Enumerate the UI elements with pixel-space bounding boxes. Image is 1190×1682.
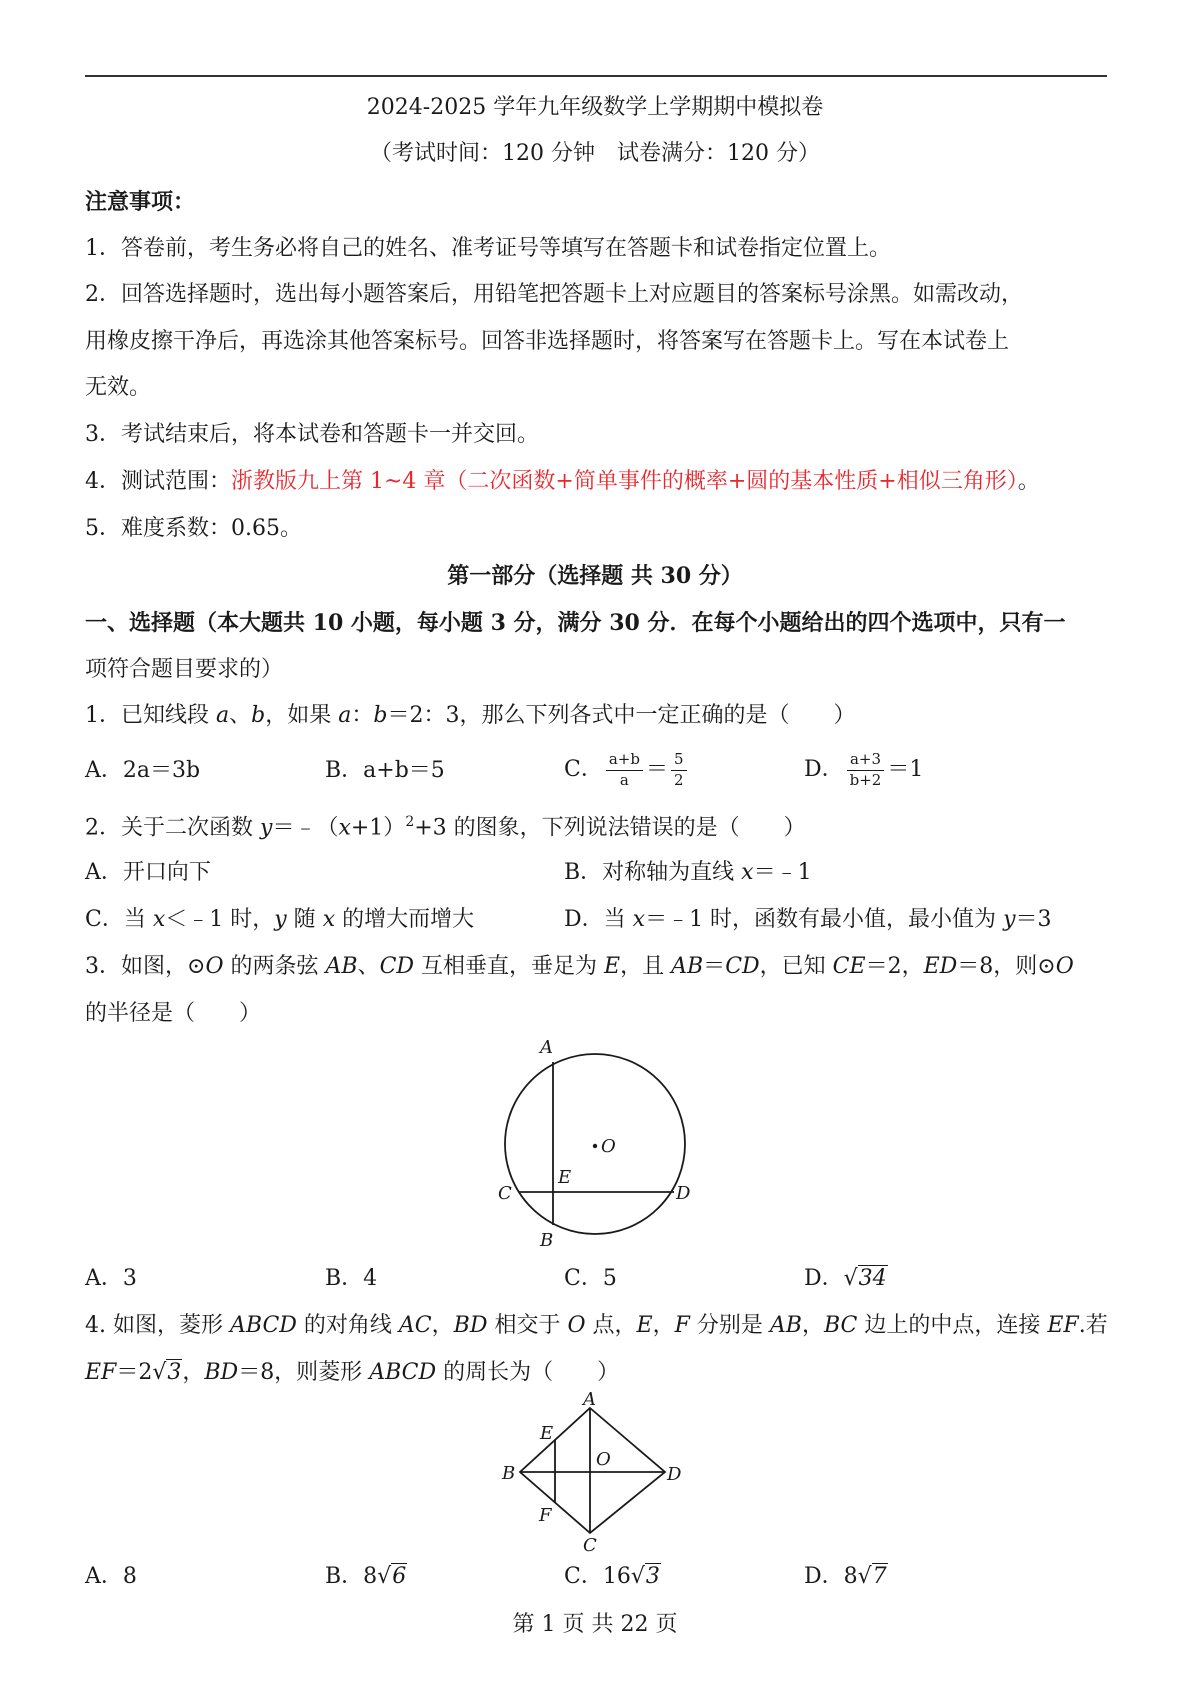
notice-item-1: 1．答卷前，考生务必将自己的姓名、准考证号等填写在答题卡和试卷指定位置上。 <box>85 236 891 261</box>
fraction-a-plus-b-over-a: $\frac{a+b}{a}$ <box>606 751 643 789</box>
question-4-option-c: C．16√3 <box>564 1564 660 1589</box>
question-2-option-b: B．对称轴为直线 x＝﹣1 <box>564 860 812 885</box>
notice-item-5: 5．难度系数：0.65。 <box>85 516 302 541</box>
question-3-option-d: D．√34 <box>804 1266 887 1291</box>
section-instructions-line-1: 一、选择题（本大题共 10 小题，每小题 3 分，满分 30 分．在每个小题给出的四个选项中，只有一 <box>85 610 1066 636</box>
question-3-stem: 3．如图，⊙O 的两条弦 AB、CD 互相垂直，垂足为 E，且 AB＝CD，已知 CE＝2，ED＝8，则⊙O <box>85 954 1074 979</box>
sqrt-3: √3 <box>152 1360 182 1385</box>
question-1-option-d: D． $\frac{a+3}{b+2}$ ＝1 <box>804 750 924 789</box>
notice-item-2-line-2: 用橡皮擦干净后，再选涂其他答案标号。回答非选择题时，将答案写在答题卡上。写在本试卷上 <box>85 329 1010 354</box>
section-instructions-line-2: 项符合题目要求的） <box>85 657 284 682</box>
sqrt-3-option: √3 <box>630 1564 660 1589</box>
label-d: D <box>667 1464 682 1485</box>
question-4-stem: 4. 如图，菱形 ABCD 的对角线 AC，BD 相交于 O 点，E，F 分别是 AB，BC 边上的中点，连接 EF.若 <box>85 1313 1108 1338</box>
notice-heading: 注意事项： <box>85 189 196 215</box>
part1-title: 第一部分（选择题 共 30 分） <box>447 563 743 589</box>
label-d: D <box>676 1183 691 1204</box>
label-e: E <box>558 1167 572 1188</box>
page-subtitle: （考试时间：120 分钟 试卷满分：120 分） <box>370 141 820 166</box>
label-c: C <box>498 1183 512 1204</box>
question-1-option-c: C． $\frac{a+b}{a}$ ＝ $\frac{5}{2}$ <box>564 748 690 792</box>
question-1-option-a: A．2a＝3b <box>85 758 201 783</box>
question-2-stem: 2．关于二次函数 $y=﹣(x+1)^2+3$ 的图象，下列说法错误的是（ ） <box>85 814 806 841</box>
question-2-option-d: D．当 x＝﹣1 时，函数有最小值，最小值为 y＝3 <box>564 907 1052 932</box>
notice-item-2-line-3: 无效。 <box>85 375 152 400</box>
question-3-stem-line-2: 的半径是（ ） <box>85 1001 262 1026</box>
page-title: 2024-2025 学年九年级数学上学期期中模拟卷 <box>366 95 824 120</box>
label-o: O <box>596 1449 611 1470</box>
label-a: A <box>540 1037 553 1058</box>
question-1-stem: 1．已知线段 a、b，如果 a：b＝2：3，那么下列各式中一定正确的是（ ） <box>85 703 856 728</box>
question-4-rhombus-figure <box>498 1392 698 1552</box>
fraction-a-plus-3-over-b-plus-2: $\frac{a+3}{b+2}$ <box>847 751 885 789</box>
sqrt-34: √34 <box>843 1266 887 1291</box>
label-f: F <box>539 1505 552 1526</box>
label-b: B <box>540 1230 554 1251</box>
page-number-footer: 第 1 页 共 22 页 <box>512 1612 678 1637</box>
fraction-5-over-2: $\frac{5}{2}$ <box>671 751 687 789</box>
notice-item-4 <box>85 471 1040 493</box>
question-2-option-c: C．当 x＜﹣1 时，y 随 x 的增大而增大 <box>85 907 475 932</box>
question-2-option-a: A．开口向下 <box>85 860 211 885</box>
label-b: B <box>502 1463 516 1484</box>
question-3-circle-figure <box>490 1036 700 1256</box>
notice-item-2-line-1: 2．回答选择题时，选出每小题答案后，用铅笔把答题卡上对应题目的答案标号涂黑。如需改动， <box>85 282 1024 307</box>
question-4-option-a: A．8 <box>85 1564 137 1589</box>
question-4-option-b: B．8√6 <box>325 1564 407 1589</box>
label-e: E <box>540 1423 554 1444</box>
notice-item-3: 3．考试结束后，将本试卷和答题卡一并交回。 <box>85 422 539 447</box>
label-o: O <box>601 1136 616 1157</box>
question-3-option-b: B．4 <box>325 1266 378 1291</box>
question-3-option-a: A．3 <box>85 1266 137 1291</box>
notice-item-4-prefix: 4．测试范围： <box>85 469 231 494</box>
question-4-stem-line-2: EF＝2√3，BD＝8，则菱形 ABCD 的周长为（ ） <box>85 1360 620 1385</box>
center-point-o <box>593 1144 597 1148</box>
question-4-option-d: D．8√7 <box>804 1564 887 1589</box>
label-c: C <box>583 1535 597 1552</box>
sqrt-7: √7 <box>857 1564 887 1589</box>
notice-item-4-suffix: 。 <box>1017 469 1040 494</box>
question-3-option-c: C．5 <box>564 1266 617 1291</box>
top-rule <box>85 75 1107 77</box>
label-a: A <box>583 1392 596 1410</box>
sqrt-6: √6 <box>377 1564 407 1589</box>
test-scope-highlight: 浙教版九上第 1~4 章（二次函数+简单事件的概率+圆的基本性质+相似三角形） <box>231 469 1018 494</box>
question-1-option-b: B．a+b＝5 <box>325 758 445 783</box>
